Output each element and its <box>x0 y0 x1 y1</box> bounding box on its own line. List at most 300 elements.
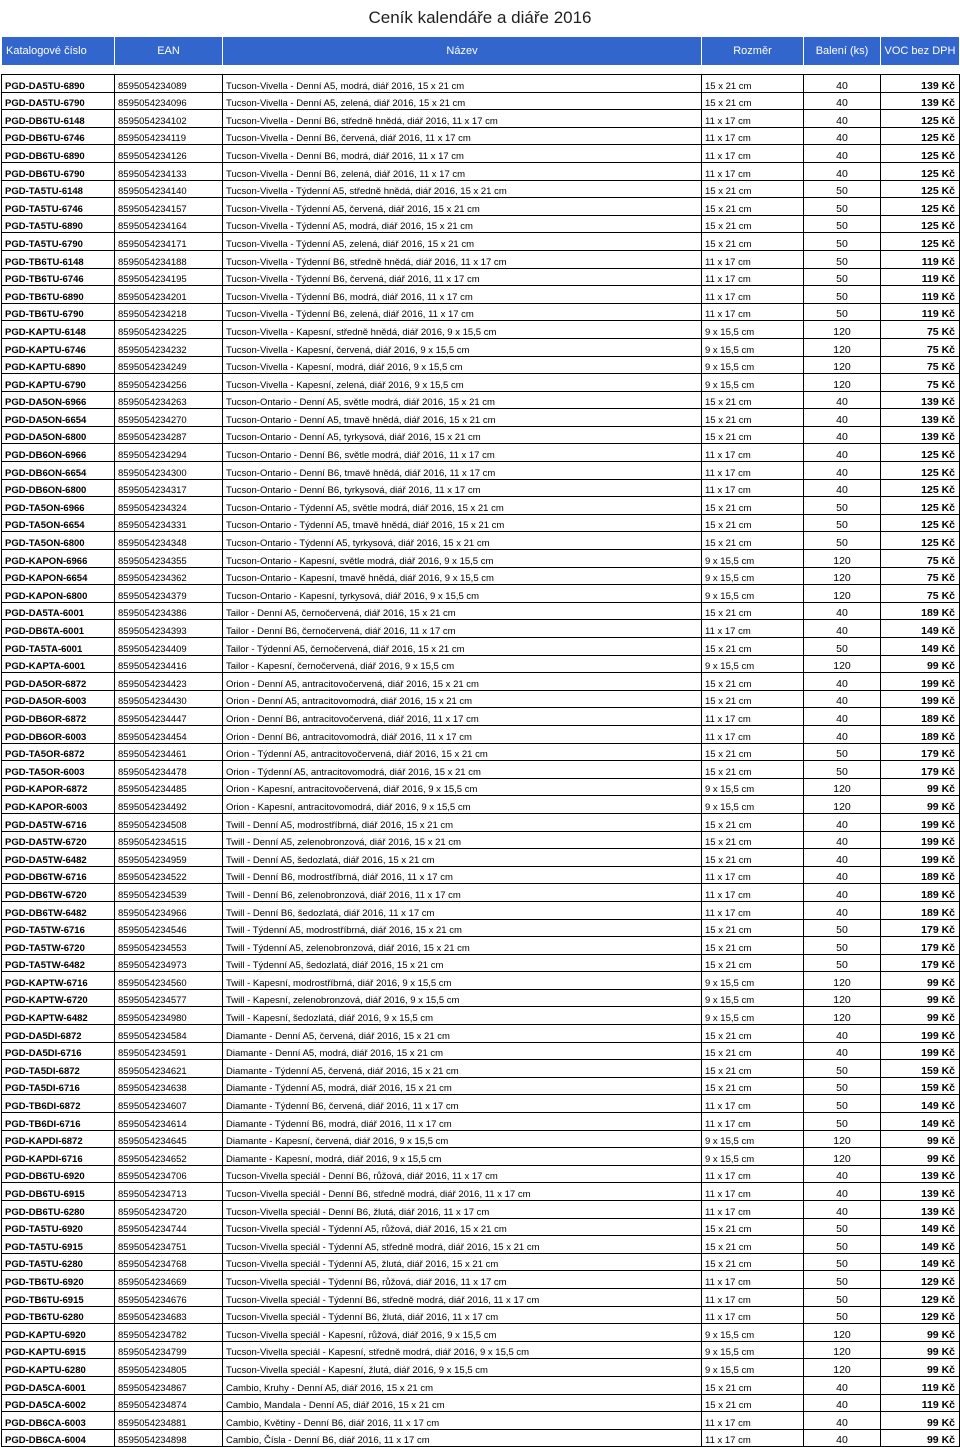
pack-quantity-cell: 50 <box>804 1253 881 1271</box>
price-cell: 149 Kč <box>881 1095 960 1113</box>
ean-cell: 8595054234430 <box>115 690 223 708</box>
pack-quantity-cell: 50 <box>804 1271 881 1289</box>
product-name-cell: Tucson-Vivella speciál - Denní B6, růžová, diář 2016, 11 x 17 cm <box>223 1165 702 1183</box>
price-cell: 75 Kč <box>881 567 960 585</box>
table-row <box>2 796 960 814</box>
catalog-number-cell: PGD-TA5TU-6920 <box>2 1218 115 1236</box>
table-row <box>2 1429 960 1447</box>
product-name-cell: Tucson-Vivella - Denní B6, zelená, diář 2016, 11 x 17 cm <box>223 162 702 180</box>
pack-quantity-cell: 50 <box>804 198 881 216</box>
ean-cell: 8595054234409 <box>115 638 223 656</box>
price-cell: 199 Kč <box>881 1025 960 1043</box>
price-cell: 125 Kč <box>881 110 960 128</box>
table-row <box>2 409 960 427</box>
pack-quantity-cell: 40 <box>804 901 881 919</box>
price-cell: 129 Kč <box>881 1288 960 1306</box>
size-cell: 9 x 15,5 cm <box>702 1341 804 1359</box>
pack-quantity-cell: 40 <box>804 690 881 708</box>
catalog-number-cell: PGD-DB6TU-6915 <box>2 1183 115 1201</box>
ean-cell: 8595054234782 <box>115 1324 223 1342</box>
pack-quantity-cell: 50 <box>804 1306 881 1324</box>
pack-quantity-cell: 120 <box>804 1341 881 1359</box>
price-cell: 125 Kč <box>881 479 960 497</box>
ean-cell: 8595054234461 <box>115 743 223 761</box>
price-cell: 179 Kč <box>881 954 960 972</box>
table-body <box>2 75 960 1447</box>
catalog-number-cell: PGD-KAPON-6654 <box>2 567 115 585</box>
size-cell: 9 x 15,5 cm <box>702 567 804 585</box>
price-cell: 75 Kč <box>881 338 960 356</box>
price-cell: 99 Kč <box>881 796 960 814</box>
product-name-cell: Tucson-Vivella - Týdenní A5, zelená, diář 2016, 15 x 21 cm <box>223 233 702 251</box>
price-cell: 125 Kč <box>881 215 960 233</box>
ean-cell: 8595054234393 <box>115 620 223 638</box>
product-name-cell: Twill - Týdenní A5, modrostříbrná, diář 2016, 15 x 21 cm <box>223 919 702 937</box>
catalog-number-cell: PGD-DB6TU-6890 <box>2 145 115 163</box>
product-name-cell: Diamante - Týdenní A5, červená, diář 2016, 15 x 21 cm <box>223 1060 702 1078</box>
size-cell: 15 x 21 cm <box>702 638 804 656</box>
catalog-number-cell: PGD-KAPTU-6148 <box>2 321 115 339</box>
price-cell: 99 Kč <box>881 1359 960 1377</box>
ean-cell: 8595054234270 <box>115 409 223 427</box>
price-cell: 75 Kč <box>881 550 960 568</box>
product-name-cell: Tucson-Vivella speciál - Denní B6, středně modrá, diář 2016, 11 x 17 cm <box>223 1183 702 1201</box>
table-row <box>2 1394 960 1412</box>
ean-cell: 8595054234607 <box>115 1095 223 1113</box>
product-name-cell: Diamante - Kapesní, červená, diář 2016, 9 x 15,5 cm <box>223 1130 702 1148</box>
product-name-cell: Tucson-Vivella speciál - Týdenní B6, středně modrá, diář 2016, 11 x 17 cm <box>223 1288 702 1306</box>
pack-quantity-cell: 40 <box>804 127 881 145</box>
pack-quantity-cell: 120 <box>804 796 881 814</box>
table-row <box>2 250 960 268</box>
pack-quantity-cell: 50 <box>804 1060 881 1078</box>
table-row <box>2 162 960 180</box>
catalog-number-cell: PGD-TA5DI-6716 <box>2 1077 115 1095</box>
price-cell: 199 Kč <box>881 813 960 831</box>
size-cell: 15 x 21 cm <box>702 514 804 532</box>
product-name-cell: Tucson-Ontario - Denní A5, tmavě hnědá, diář 2016, 15 x 21 cm <box>223 409 702 427</box>
pack-quantity-cell: 40 <box>804 849 881 867</box>
table-row <box>2 1060 960 1078</box>
table-row <box>2 690 960 708</box>
table-row <box>2 954 960 972</box>
size-cell: 15 x 21 cm <box>702 497 804 515</box>
ean-cell: 8595054234096 <box>115 92 223 110</box>
price-cell: 129 Kč <box>881 1271 960 1289</box>
price-cell: 125 Kč <box>881 532 960 550</box>
table-row <box>2 321 960 339</box>
catalog-number-cell: PGD-DA5TW-6716 <box>2 813 115 831</box>
ean-cell: 8595054234560 <box>115 972 223 990</box>
catalog-number-cell: PGD-KAPON-6966 <box>2 550 115 568</box>
ean-cell: 8595054234621 <box>115 1060 223 1078</box>
product-name-cell: Tucson-Vivella - Kapesní, červená, diář 2016, 9 x 15,5 cm <box>223 338 702 356</box>
catalog-number-cell: PGD-TB6DI-6872 <box>2 1095 115 1113</box>
catalog-number-cell: PGD-DA5TU-6890 <box>2 75 115 93</box>
catalog-number-cell: PGD-TA5ON-6654 <box>2 514 115 532</box>
catalog-number-cell: PGD-DB6TU-6920 <box>2 1165 115 1183</box>
price-cell: 119 Kč <box>881 268 960 286</box>
product-name-cell: Tucson-Vivella - Kapesní, středně hnědá, diář 2016, 9 x 15,5 cm <box>223 321 702 339</box>
pack-quantity-cell: 120 <box>804 567 881 585</box>
pack-quantity-cell: 120 <box>804 1324 881 1342</box>
size-cell: 15 x 21 cm <box>702 532 804 550</box>
table-row <box>2 567 960 585</box>
ean-cell: 8595054234218 <box>115 303 223 321</box>
ean-cell: 8595054234447 <box>115 708 223 726</box>
catalog-number-cell: PGD-TB6TU-6890 <box>2 286 115 304</box>
size-cell: 15 x 21 cm <box>702 743 804 761</box>
size-cell: 9 x 15,5 cm <box>702 778 804 796</box>
catalog-number-cell: PGD-KAPOR-6003 <box>2 796 115 814</box>
table-row <box>2 1218 960 1236</box>
ean-cell: 8595054234133 <box>115 162 223 180</box>
price-cell: 149 Kč <box>881 638 960 656</box>
size-cell: 15 x 21 cm <box>702 1060 804 1078</box>
price-cell: 189 Kč <box>881 602 960 620</box>
price-cell: 139 Kč <box>881 426 960 444</box>
pack-quantity-cell: 50 <box>804 919 881 937</box>
catalog-number-cell: PGD-KAPTU-6890 <box>2 356 115 374</box>
pack-quantity-cell: 50 <box>804 1288 881 1306</box>
table-row <box>2 708 960 726</box>
table-row <box>2 743 960 761</box>
product-name-cell: Twill - Denní B6, zelenobronzová, diář 2016, 11 x 17 cm <box>223 884 702 902</box>
product-name-cell: Tucson-Vivella - Týdenní A5, modrá, diář 2016, 15 x 21 cm <box>223 215 702 233</box>
size-cell: 15 x 21 cm <box>702 761 804 779</box>
pack-quantity-cell: 40 <box>804 444 881 462</box>
pack-quantity-cell: 50 <box>804 954 881 972</box>
pack-quantity-cell: 50 <box>804 1236 881 1254</box>
ean-cell: 8595054234379 <box>115 585 223 603</box>
table-row <box>2 725 960 743</box>
table-row <box>2 1288 960 1306</box>
ean-cell: 8595054234362 <box>115 567 223 585</box>
table-row <box>2 514 960 532</box>
catalog-number-cell: PGD-DA5TU-6790 <box>2 92 115 110</box>
ean-cell: 8595054234676 <box>115 1288 223 1306</box>
pack-quantity-cell: 50 <box>804 286 881 304</box>
size-cell: 15 x 21 cm <box>702 919 804 937</box>
table-row <box>2 338 960 356</box>
ean-cell: 8595054234614 <box>115 1113 223 1131</box>
ean-cell: 8595054234768 <box>115 1253 223 1271</box>
product-name-cell: Tucson-Vivella - Denní A5, modrá, diář 2016, 15 x 21 cm <box>223 75 702 93</box>
size-cell: 15 x 21 cm <box>702 75 804 93</box>
table-row <box>2 1095 960 1113</box>
ean-cell: 8595054234515 <box>115 831 223 849</box>
size-cell: 15 x 21 cm <box>702 1218 804 1236</box>
size-cell: 15 x 21 cm <box>702 215 804 233</box>
table-row <box>2 110 960 128</box>
product-name-cell: Tucson-Vivella - Denní B6, středně hnědá, diář 2016, 11 x 17 cm <box>223 110 702 128</box>
price-cell: 179 Kč <box>881 937 960 955</box>
catalog-number-cell: PGD-DB6TW-6716 <box>2 866 115 884</box>
price-cell: 149 Kč <box>881 1218 960 1236</box>
product-name-cell: Orion - Denní A5, antracitovočervená, diář 2016, 15 x 21 cm <box>223 673 702 691</box>
price-cell: 139 Kč <box>881 75 960 93</box>
product-name-cell: Tucson-Ontario - Kapesní, světle modrá, diář 2016, 9 x 15,5 cm <box>223 550 702 568</box>
size-cell: 11 x 17 cm <box>702 866 804 884</box>
pack-quantity-cell: 120 <box>804 778 881 796</box>
page-title: Ceník kalendáře a diáře 2016 <box>368 8 592 27</box>
pack-quantity-cell: 40 <box>804 75 881 93</box>
catalog-number-cell: PGD-TA5TW-6720 <box>2 937 115 955</box>
size-cell: 15 x 21 cm <box>702 233 804 251</box>
catalog-number-cell: PGD-KAPTW-6716 <box>2 972 115 990</box>
product-name-cell: Tucson-Vivella speciál - Týdenní B6, růžová, diář 2016, 11 x 17 cm <box>223 1271 702 1289</box>
pack-quantity-cell: 40 <box>804 673 881 691</box>
price-cell: 125 Kč <box>881 145 960 163</box>
product-name-cell: Cambio, Květiny - Denní B6, diář 2016, 11 x 17 cm <box>223 1412 702 1430</box>
table-row <box>2 638 960 656</box>
price-cell: 149 Kč <box>881 620 960 638</box>
price-cell: 75 Kč <box>881 585 960 603</box>
product-name-cell: Tailor - Týdenní A5, černočervená, diář 2016, 15 x 21 cm <box>223 638 702 656</box>
size-cell: 9 x 15,5 cm <box>702 1148 804 1166</box>
ean-cell: 8595054234744 <box>115 1218 223 1236</box>
table-row <box>2 532 960 550</box>
product-name-cell: Twill - Denní A5, zelenobronzová, diář 2016, 15 x 21 cm <box>223 831 702 849</box>
product-name-cell: Tucson-Vivella - Týdenní A5, středně hnědá, diář 2016, 15 x 21 cm <box>223 180 702 198</box>
catalog-number-cell: PGD-TA5ON-6800 <box>2 532 115 550</box>
price-cell: 125 Kč <box>881 162 960 180</box>
catalog-number-cell: PGD-KAPON-6800 <box>2 585 115 603</box>
ean-cell: 8595054234201 <box>115 286 223 304</box>
product-name-cell: Tucson-Vivella - Týdenní A5, červená, diář 2016, 15 x 21 cm <box>223 198 702 216</box>
catalog-number-cell: PGD-KAPTU-6915 <box>2 1341 115 1359</box>
product-name-cell: Orion - Denní A5, antracitovomodrá, diář 2016, 15 x 21 cm <box>223 690 702 708</box>
table-row <box>2 303 960 321</box>
table-row <box>2 1359 960 1377</box>
table-row <box>2 602 960 620</box>
catalog-number-cell: PGD-TA5TU-6280 <box>2 1253 115 1271</box>
ean-cell: 8595054234454 <box>115 725 223 743</box>
ean-cell: 8595054234140 <box>115 180 223 198</box>
size-cell: 15 x 21 cm <box>702 1376 804 1394</box>
catalog-number-cell: PGD-DA5DI-6872 <box>2 1025 115 1043</box>
ean-cell: 8595054234386 <box>115 602 223 620</box>
ean-cell: 8595054234751 <box>115 1236 223 1254</box>
size-cell: 11 x 17 cm <box>702 901 804 919</box>
ean-cell: 8595054234485 <box>115 778 223 796</box>
price-cell: 179 Kč <box>881 761 960 779</box>
price-cell: 119 Kč <box>881 1394 960 1412</box>
price-cell: 139 Kč <box>881 409 960 427</box>
size-cell: 11 x 17 cm <box>702 1429 804 1447</box>
table-row <box>2 145 960 163</box>
table-row <box>2 1253 960 1271</box>
ean-cell: 8595054234157 <box>115 198 223 216</box>
size-cell: 9 x 15,5 cm <box>702 356 804 374</box>
pack-quantity-cell: 40 <box>804 708 881 726</box>
ean-cell: 8595054234300 <box>115 462 223 480</box>
pack-quantity-cell: 40 <box>804 1376 881 1394</box>
price-cell: 99 Kč <box>881 1341 960 1359</box>
pack-quantity-cell: 40 <box>804 391 881 409</box>
product-name-cell: Cambio, Mandala - Denní A5, diář 2016, 15 x 21 cm <box>223 1394 702 1412</box>
product-name-cell: Tucson-Vivella speciál - Kapesní, růžová, diář 2016, 9 x 15,5 cm <box>223 1324 702 1342</box>
table-row <box>2 849 960 867</box>
catalog-number-cell: PGD-DA5TA-6001 <box>2 602 115 620</box>
size-cell: 11 x 17 cm <box>702 1288 804 1306</box>
catalog-number-cell: PGD-DB6ON-6654 <box>2 462 115 480</box>
catalog-number-cell: PGD-KAPTA-6001 <box>2 655 115 673</box>
table-row <box>2 1113 960 1131</box>
price-cell: 179 Kč <box>881 743 960 761</box>
product-name-cell: Tucson-Vivella - Týdenní B6, červená, diář 2016, 11 x 17 cm <box>223 268 702 286</box>
product-name-cell: Diamante - Kapesní, modrá, diář 2016, 9 x 15,5 cm <box>223 1148 702 1166</box>
catalog-number-cell: PGD-DA5TW-6482 <box>2 849 115 867</box>
ean-cell: 8595054234294 <box>115 444 223 462</box>
size-cell: 11 x 17 cm <box>702 1412 804 1430</box>
price-cell: 119 Kč <box>881 250 960 268</box>
product-name-cell: Tucson-Vivella speciál - Týdenní A5, růžová, diář 2016, 15 x 21 cm <box>223 1218 702 1236</box>
ean-cell: 8595054234546 <box>115 919 223 937</box>
ean-cell: 8595054234423 <box>115 673 223 691</box>
catalog-number-cell: PGD-DB6TU-6148 <box>2 110 115 128</box>
pack-quantity-cell: 40 <box>804 162 881 180</box>
ean-cell: 8595054234669 <box>115 1271 223 1289</box>
ean-cell: 8595054234348 <box>115 532 223 550</box>
product-name-cell: Orion - Denní B6, antracitovočervená, diář 2016, 11 x 17 cm <box>223 708 702 726</box>
column-header-size: Rozměr <box>702 37 804 66</box>
catalog-number-cell: PGD-TA5TU-6148 <box>2 180 115 198</box>
size-cell: 15 x 21 cm <box>702 602 804 620</box>
size-cell: 15 x 21 cm <box>702 849 804 867</box>
catalog-number-cell: PGD-KAPDI-6872 <box>2 1130 115 1148</box>
size-cell: 15 x 21 cm <box>702 1042 804 1060</box>
ean-cell: 8595054234416 <box>115 655 223 673</box>
price-cell: 125 Kč <box>881 462 960 480</box>
pack-quantity-cell: 40 <box>804 620 881 638</box>
size-cell: 15 x 21 cm <box>702 813 804 831</box>
size-cell: 11 x 17 cm <box>702 145 804 163</box>
size-cell: 15 x 21 cm <box>702 673 804 691</box>
size-cell: 11 x 17 cm <box>702 708 804 726</box>
table-row <box>2 215 960 233</box>
size-cell: 15 x 21 cm <box>702 426 804 444</box>
catalog-number-cell: PGD-TB6DI-6716 <box>2 1113 115 1131</box>
size-cell: 9 x 15,5 cm <box>702 655 804 673</box>
table-row <box>2 391 960 409</box>
ean-cell: 8595054234478 <box>115 761 223 779</box>
product-name-cell: Tucson-Vivella - Denní B6, modrá, diář 2016, 11 x 17 cm <box>223 145 702 163</box>
product-name-cell: Tucson-Ontario - Denní B6, světle modrá, diář 2016, 11 x 17 cm <box>223 444 702 462</box>
product-name-cell: Tailor - Denní B6, černočervená, diář 2016, 11 x 17 cm <box>223 620 702 638</box>
catalog-number-cell: PGD-TA5TW-6716 <box>2 919 115 937</box>
catalog-number-cell: PGD-DA5ON-6800 <box>2 426 115 444</box>
pack-quantity-cell: 50 <box>804 1113 881 1131</box>
product-name-cell: Tucson-Vivella speciál - Denní B6, žlutá, diář 2016, 11 x 17 cm <box>223 1201 702 1219</box>
price-cell: 119 Kč <box>881 286 960 304</box>
pack-quantity-cell: 40 <box>804 725 881 743</box>
pack-quantity-cell: 40 <box>804 1042 881 1060</box>
table-row <box>2 92 960 110</box>
product-name-cell: Orion - Denní B6, antracitovomodrá, diář 2016, 11 x 17 cm <box>223 725 702 743</box>
ean-cell: 8595054234171 <box>115 233 223 251</box>
price-cell: 75 Kč <box>881 321 960 339</box>
size-cell: 15 x 21 cm <box>702 831 804 849</box>
ean-cell: 8595054234522 <box>115 866 223 884</box>
size-cell: 11 x 17 cm <box>702 620 804 638</box>
pack-quantity-cell: 120 <box>804 1130 881 1148</box>
price-cell: 189 Kč <box>881 708 960 726</box>
table-row <box>2 989 960 1007</box>
ean-cell: 8595054234539 <box>115 884 223 902</box>
table-row <box>2 462 960 480</box>
product-name-cell: Tucson-Vivella speciál - Kapesní, středně modrá, diář 2016, 9 x 15,5 cm <box>223 1341 702 1359</box>
size-cell: 9 x 15,5 cm <box>702 796 804 814</box>
pack-quantity-cell: 50 <box>804 937 881 955</box>
product-name-cell: Tucson-Ontario - Kapesní, tyrkysová, diář 2016, 9 x 15,5 cm <box>223 585 702 603</box>
size-cell: 11 x 17 cm <box>702 1271 804 1289</box>
table-row <box>2 497 960 515</box>
ean-cell: 8595054234591 <box>115 1042 223 1060</box>
ean-cell: 8595054234706 <box>115 1165 223 1183</box>
price-cell: 99 Kč <box>881 1007 960 1025</box>
size-cell: 11 x 17 cm <box>702 1095 804 1113</box>
ean-cell: 8595054234867 <box>115 1376 223 1394</box>
catalog-number-cell: PGD-TA5TW-6482 <box>2 954 115 972</box>
catalog-number-cell: PGD-DA5CA-6001 <box>2 1376 115 1394</box>
ean-cell: 8595054234720 <box>115 1201 223 1219</box>
price-cell: 119 Kč <box>881 1376 960 1394</box>
ean-cell: 8595054234683 <box>115 1306 223 1324</box>
size-cell: 11 x 17 cm <box>702 479 804 497</box>
size-cell: 11 x 17 cm <box>702 1183 804 1201</box>
ean-cell: 8595054234256 <box>115 374 223 392</box>
price-cell: 99 Kč <box>881 1148 960 1166</box>
pack-quantity-cell: 40 <box>804 1201 881 1219</box>
pack-quantity-cell: 120 <box>804 585 881 603</box>
price-cell: 189 Kč <box>881 884 960 902</box>
price-cell: 125 Kč <box>881 514 960 532</box>
pack-quantity-cell: 40 <box>804 866 881 884</box>
size-cell: 9 x 15,5 cm <box>702 585 804 603</box>
ean-cell: 8595054234973 <box>115 954 223 972</box>
product-name-cell: Diamante - Týdenní A5, modrá, diář 2016, 15 x 21 cm <box>223 1077 702 1095</box>
table-row <box>2 550 960 568</box>
pack-quantity-cell: 40 <box>804 831 881 849</box>
size-cell: 9 x 15,5 cm <box>702 321 804 339</box>
catalog-number-cell: PGD-DB6ON-6966 <box>2 444 115 462</box>
table-row <box>2 919 960 937</box>
pack-quantity-cell: 120 <box>804 356 881 374</box>
price-cell: 99 Kč <box>881 1412 960 1430</box>
catalog-number-cell: PGD-DB6TU-6790 <box>2 162 115 180</box>
catalog-number-cell: PGD-TA5TU-6790 <box>2 233 115 251</box>
ean-cell: 8595054234898 <box>115 1429 223 1447</box>
catalog-number-cell: PGD-DA5OR-6872 <box>2 673 115 691</box>
pack-quantity-cell: 40 <box>804 426 881 444</box>
catalog-number-cell: PGD-TB6TU-6915 <box>2 1288 115 1306</box>
product-name-cell: Orion - Týdenní A5, antracitovočervená, diář 2016, 15 x 21 cm <box>223 743 702 761</box>
ean-cell: 8595054234508 <box>115 813 223 831</box>
price-cell: 139 Kč <box>881 92 960 110</box>
pack-quantity-cell: 40 <box>804 479 881 497</box>
product-name-cell: Tailor - Denní A5, černočervená, diář 2016, 15 x 21 cm <box>223 602 702 620</box>
price-cell: 125 Kč <box>881 180 960 198</box>
table-row <box>2 831 960 849</box>
size-cell: 11 x 17 cm <box>702 127 804 145</box>
pack-quantity-cell: 40 <box>804 813 881 831</box>
product-name-cell: Tucson-Vivella speciál - Týdenní A5, středně modrá, diář 2016, 15 x 21 cm <box>223 1236 702 1254</box>
catalog-number-cell: PGD-DB6OR-6003 <box>2 725 115 743</box>
pack-quantity-cell: 50 <box>804 233 881 251</box>
ean-cell: 8595054234577 <box>115 989 223 1007</box>
table-row <box>2 198 960 216</box>
